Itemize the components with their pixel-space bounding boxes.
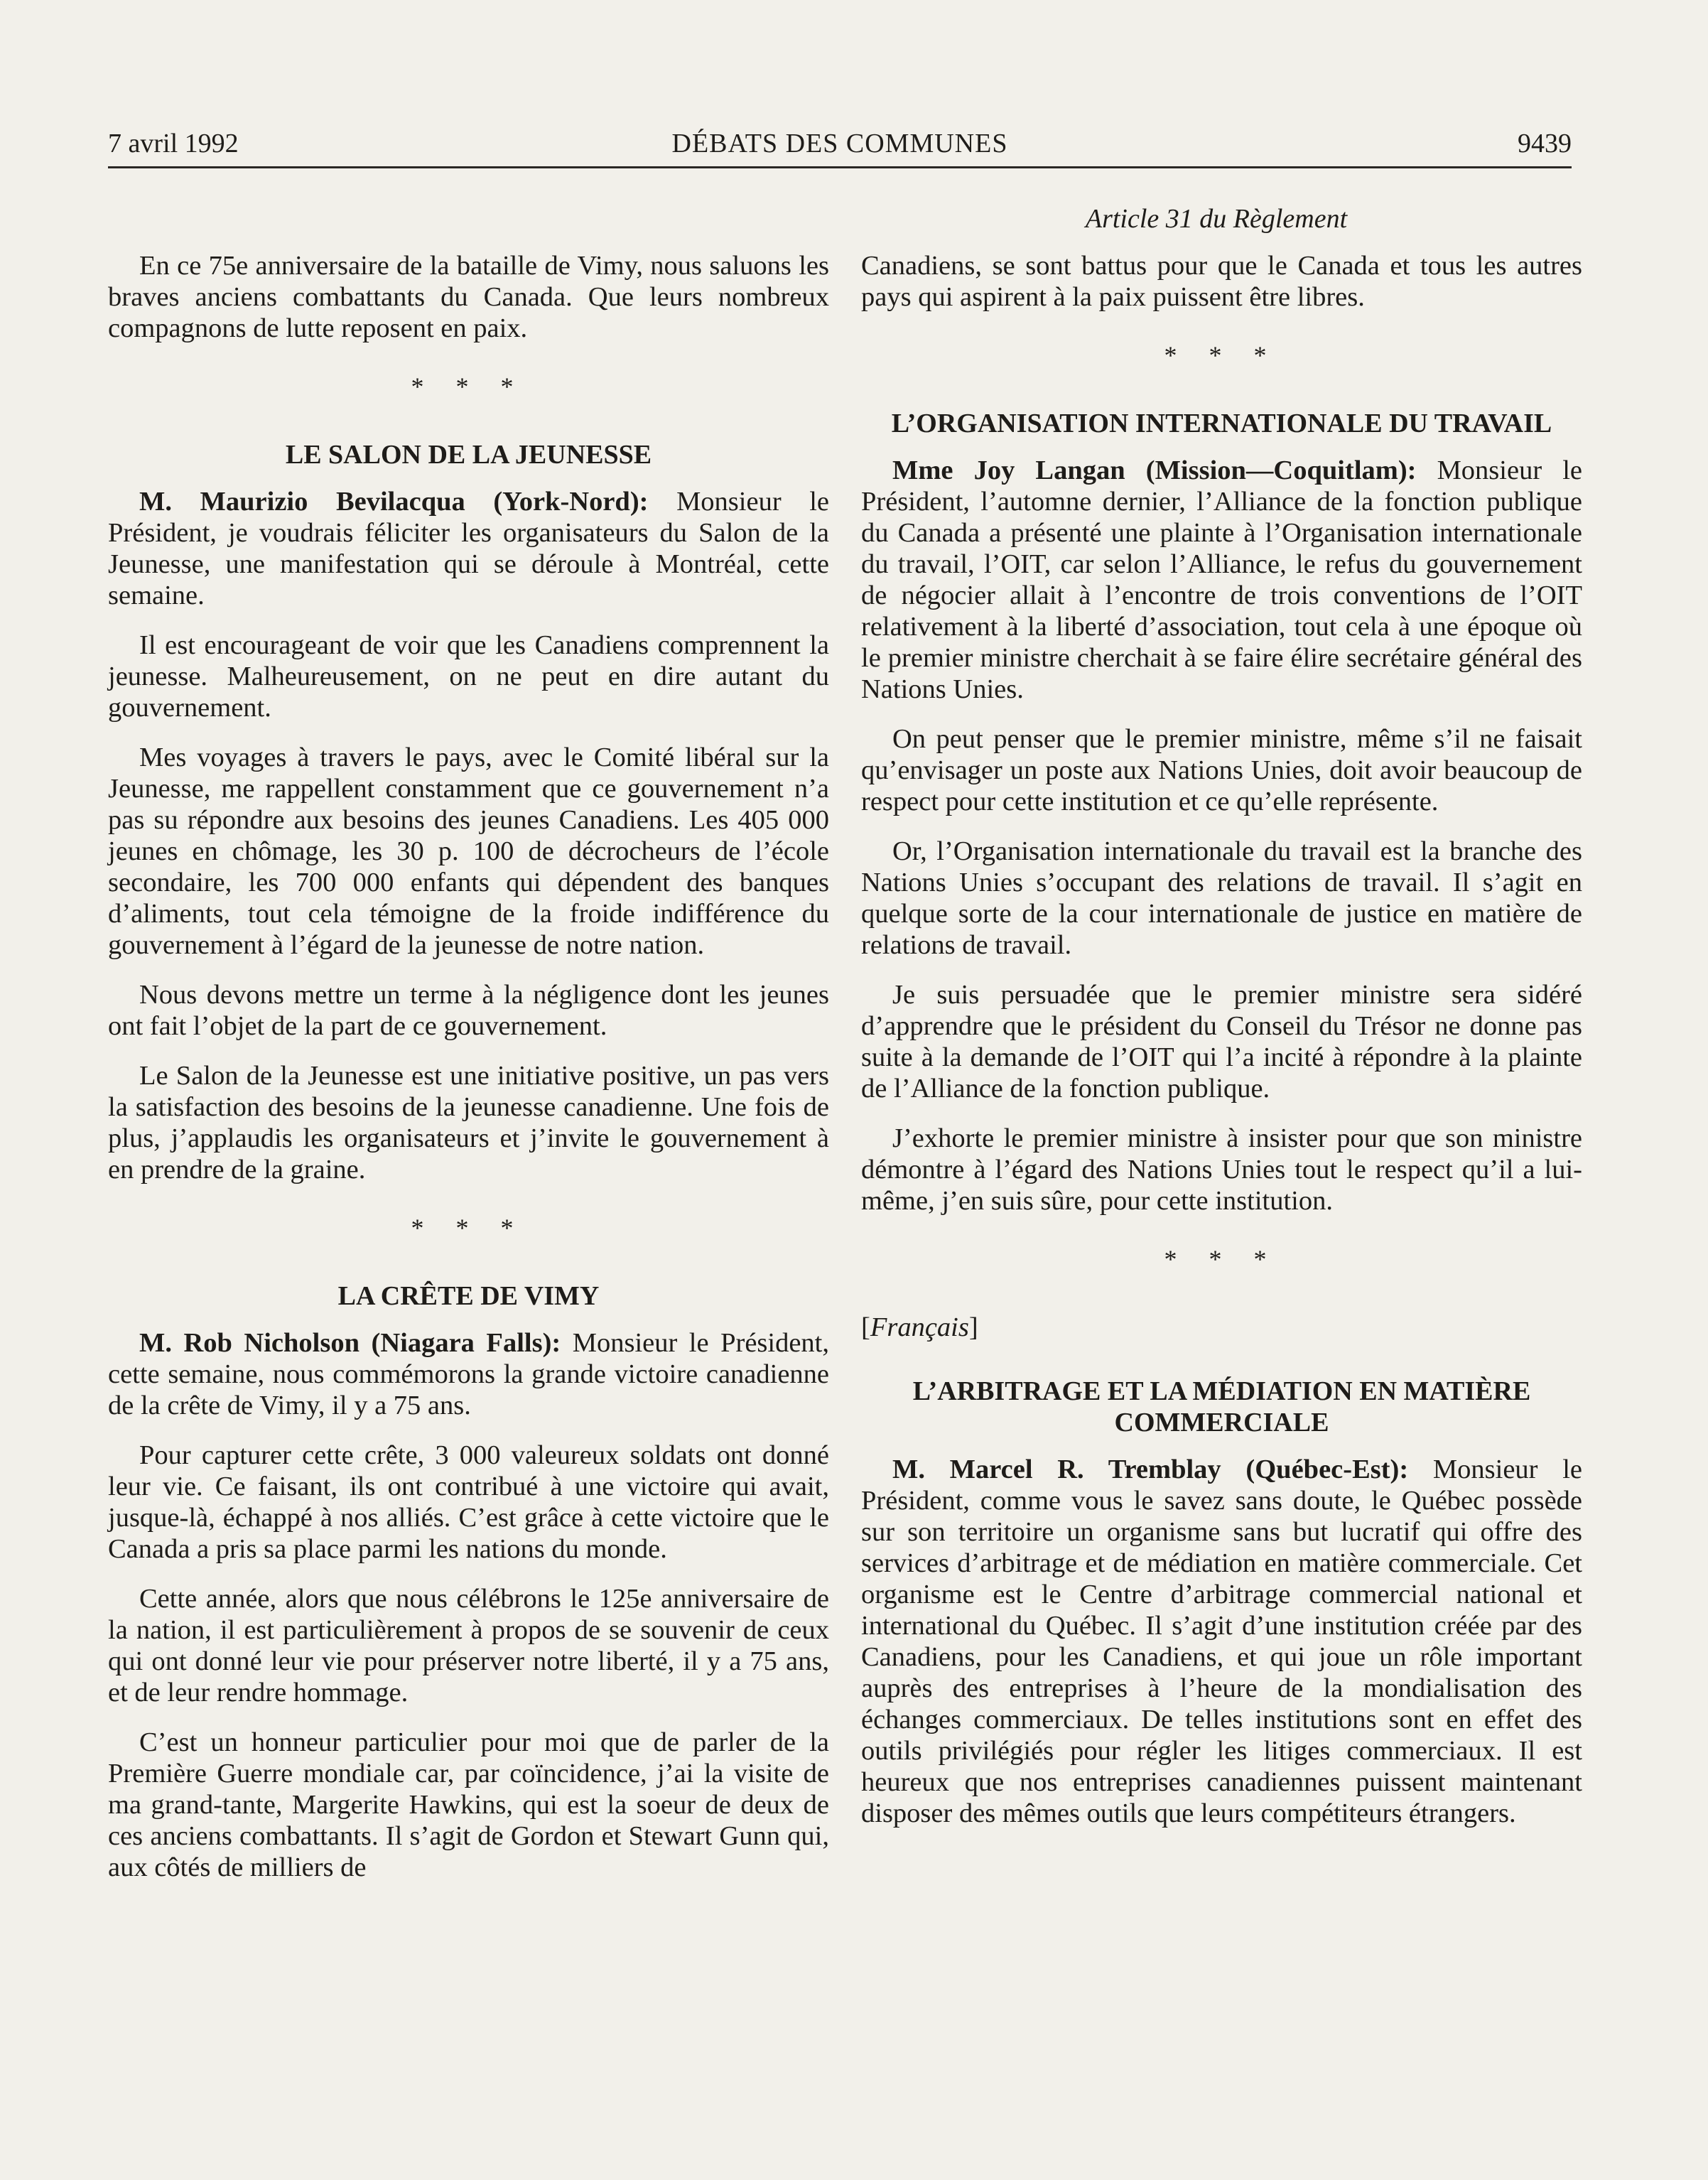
section-heading: LA CRÊTE DE VIMY — [337, 1281, 600, 1311]
section-separator: * * * — [411, 372, 526, 401]
speech-paragraph — [861, 1454, 1582, 1829]
section-heading: L’ORGANISATION INTERNATIONALE DU TRAVAIL — [891, 409, 1552, 438]
speaker-name: M. Rob Nicholson (Niagara Falls): — [139, 1328, 561, 1358]
speech-paragraph — [108, 1327, 829, 1421]
paragraph: Or, l’Organisation internationale du travail est la branche des Nations Unies s’occupant des relations de travail. Il s’agit en quelque sorte de la cour internationale de justice en matière de relations de travail. — [861, 836, 1582, 960]
paragraph: Mes voyages à travers le pays, avec le Comité libéral sur la Jeunesse, me rappellent constamment que ce gouvernement n’a pas su répondre aux besoins des jeunes Canadiens. Les 405 000 jeunes en chômage, les 30 p. 100 de décrocheurs de l’école secondaire, les 700 000 enfants qui dépendent des banques d’aliments, tout cela témoigne de la froide indifférence du gouvernement à l’égard de la jeunesse de notre nation. — [108, 743, 829, 960]
right-column — [861, 250, 1582, 1847]
section-separator: * * * — [1164, 1245, 1280, 1273]
paragraph: Le Salon de la Jeunesse est une initiative positive, un pas vers la satisfaction des besoins de la jeunesse canadienne. Une fois de plus, j’applaudis les organisateurs et j’invite le gouvernement à en prendre de la graine. — [108, 1061, 829, 1185]
section-heading: L’ARBITRAGE ET LA MÉDIATION EN MATIÈRE COMMERCIALE — [912, 1376, 1531, 1437]
speaker-name: Mme Joy Langan (Mission—Coquitlam): — [892, 455, 1417, 485]
header-date: 7 avril 1992 — [108, 129, 239, 158]
section-separator: * * * — [1164, 341, 1280, 369]
paragraph: C’est un honneur particulier pour moi que de parler de la Première Guerre mondiale car, par coïncidence, j’ai la visite de ma grand-tante, Margerite Hawkins, qui est la soeur de deux de ces anciens combattants. Il s’agit de Gordon et Stewart Gunn qui, aux côtés de milliers de — [108, 1727, 829, 1882]
paragraph: Je suis persuadée que le premier ministre sera sidéré d’apprendre que le président du Conseil du Trésor ne donne pas suite à la demande de l’OIT qui l’a incité à répondre à la plainte de l’Alliance de la fonction publique. — [861, 980, 1582, 1104]
language-label: Français — [870, 1312, 969, 1342]
section-subheader: Article 31 du Règlement — [1085, 204, 1348, 234]
language-marker: [Français] — [861, 1312, 978, 1342]
paragraph: Nous devons mettre un terme à la négligence dont les jeunes ont fait l’objet de la part de ce gouvernement. — [108, 980, 829, 1041]
section-heading: LE SALON DE LA JEUNESSE — [285, 440, 652, 470]
paragraph: Il est encourageant de voir que les Canadiens comprennent la jeunesse. Malheureusement, on ne peut en dire autant du gouvernement. — [108, 630, 829, 723]
speech-text: Monsieur le Président, je voudrais féliciter les organisateurs du Salon de la Jeunesse, une manifestation qui se déroule à Montréal, cette semaine. — [108, 487, 830, 610]
paragraph: J’exhorte le premier ministre à insister pour que son ministre démontre à l’égard des Nations Unies tout le respect qu’il a lui-même, j’en suis sûre, pour cette institution. — [861, 1123, 1582, 1216]
speech-text: Monsieur le Président, cette semaine, nous commémorons la grande victoire canadienne de la crête de Vimy, il y a 75 ans. — [108, 1328, 830, 1420]
speech-paragraph — [861, 455, 1582, 705]
speech-text: Monsieur le Président, comme vous le savez sans doute, le Québec possède sur son territoire un organisme sans but lucratif qui offre des services d’arbitrage et de médiation en matière commerciale. Cet organisme est le Centre d’arbitrage commercial national et international du Québec. Il s’agit d’une institution créée par des Canadiens, pour les Canadiens, et qui joue un rôle important auprès des entreprises à l’heure de la mondialisation des échanges commerciaux. De telles institutions sont en effet des outils privilégiés pour régler les litiges commerciaux. Il est heureux que nos entreprises canadiennes puissent maintenant disposer des mêmes outils que leurs compétiteurs étrangers. — [861, 1455, 1582, 1828]
paragraph: Canadiens, se sont battus pour que le Canada et tous les autres pays qui aspirent à la paix puissent être libres. — [861, 251, 1582, 312]
left-column — [108, 250, 829, 1901]
paragraph: On peut penser que le premier ministre, même s’il ne faisait qu’envisager un poste aux Nations Unies, doit avoir beaucoup de respect pour cette institution et ce qu’elle représente. — [861, 724, 1582, 816]
page-number: 9439 — [1518, 129, 1572, 158]
page-header — [108, 126, 1572, 168]
speech-text: Monsieur le Président, l’automne dernier, l’Alliance de la fonction publique du Canada a présenté une plainte à l’Organisation internationale du travail, l’OIT, car selon l’Alliance, le refus du gouvernement de négocier allait à l’encontre de trois conventions de l’OIT relativement à la liberté d’association, tout cela à une époque où le premier ministre cherchait à se faire élire secrétaire général des Nations Unies. — [861, 455, 1583, 704]
section-separator: * * * — [411, 1214, 526, 1242]
speech-paragraph — [108, 486, 829, 611]
header-title: DÉBATS DES COMMUNES — [671, 129, 1008, 158]
paragraph: Pour capturer cette crête, 3 000 valeureux soldats ont donné leur vie. Ce faisant, ils ont contribué à une victoire qui avait, jusque-là, échappé à nos alliés. C’est grâce à cette victoire que le Canada a pris sa place parmi les nations du monde. — [108, 1440, 829, 1564]
speaker-name: M. Maurizio Bevilacqua (York-Nord): — [139, 487, 649, 517]
paragraph: Cette année, alors que nous célébrons le 125e anniversaire de la nation, il est particulièrement à propos de se souvenir de ceux qui ont donné leur vie pour préserver notre liberté, il y a 75 ans, et de leur rendre hommage. — [108, 1584, 829, 1707]
speaker-name: M. Marcel R. Tremblay (Québec-Est): — [892, 1455, 1409, 1484]
paragraph: En ce 75e anniversaire de la bataille de Vimy, nous saluons les braves anciens combattants du Canada. Que leurs nombreux compagnons de lutte reposent en paix. — [108, 251, 829, 343]
